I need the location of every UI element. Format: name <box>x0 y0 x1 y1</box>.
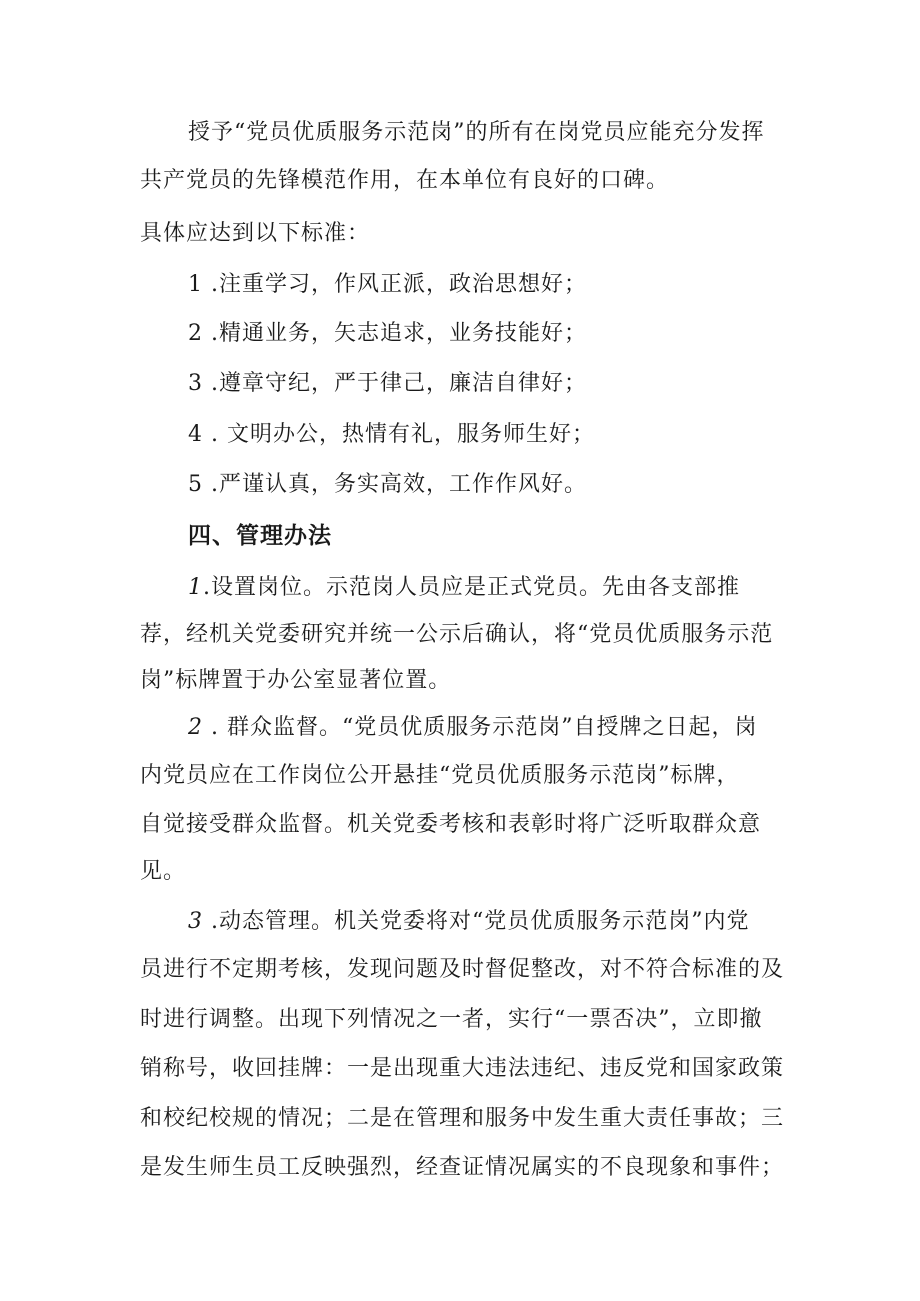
item3-line-4: 销称号，收回挂牌：一是出现重大违法违纪、违反党和国家政策 <box>140 1056 785 1081</box>
standard-item-5: 5 .严谨认真，务实高效，工作作风好。 <box>188 472 587 497</box>
item2-line-2: 内党员应在工作岗位公开悬挂“党员优质服务示范岗”标牌， <box>140 763 740 788</box>
item3-line-2: 员进行不定期考核，发现问题及时督促整改，对不符合标准的及 <box>140 957 785 982</box>
item2-line-1 <box>188 713 757 743</box>
item1-line-1 <box>188 573 740 603</box>
item3-line-1 <box>188 907 749 937</box>
item2-line-3: 自觉接受群众监督。机关党委考核和表彰时将广泛听取群众意 <box>140 812 762 837</box>
item2-text-1: . 群众监督。“党员优质服务示范岗”自授牌之日起，岗 <box>203 715 758 740</box>
standard-item-2: 2 .精通业务，矢志追求，业务技能好； <box>188 321 587 346</box>
section-heading: 四、管理办法 <box>188 523 332 549</box>
standard-item-1: 1 .注重学习，作风正派，政治思想好； <box>188 272 587 297</box>
item3-line-3: 时进行调整。出现下列情况之一者，实行“一票否决”，立即撤 <box>140 1007 763 1032</box>
item1-number: 1 <box>188 575 203 600</box>
standard-item-3: 3 .遵章守纪，严于律己，廉洁自律好； <box>188 371 587 396</box>
item1-text-1: .设置岗位。示范岗人员应是正式党员。先由各支部推 <box>203 575 740 600</box>
item3-number: 3 <box>188 909 203 934</box>
item1-line-2: 荐，经机关党委研究并统一公示后确认，将“党员优质服务示范 <box>140 622 774 647</box>
standard-item-4: 4 . 文明办公，热情有礼，服务师生好； <box>188 422 595 447</box>
intro-line-3: 具体应达到以下标准： <box>140 221 371 246</box>
intro-line-2: 共产党员的先锋模范作用，在本单位有良好的口碑。 <box>140 168 670 193</box>
item3-line-6: 是发生师生员工反映强烈，经查证情况属实的不良现象和事件； <box>140 1155 785 1180</box>
item3-text-1: .动态管理。机关党委将对“党员优质服务示范岗”内党 <box>203 909 750 934</box>
intro-line-1: 授予“党员优质服务示范岗”的所有在岗党员应能充分发挥 <box>188 120 765 145</box>
item3-line-5: 和校纪校规的情况；二是在管理和服务中发生重大责任事故；三 <box>140 1106 785 1131</box>
item2-line-4: 见。 <box>140 859 187 884</box>
item2-number: 2 <box>188 715 203 740</box>
item1-line-3: 岗”标牌置于办公室显著位置。 <box>140 668 452 693</box>
